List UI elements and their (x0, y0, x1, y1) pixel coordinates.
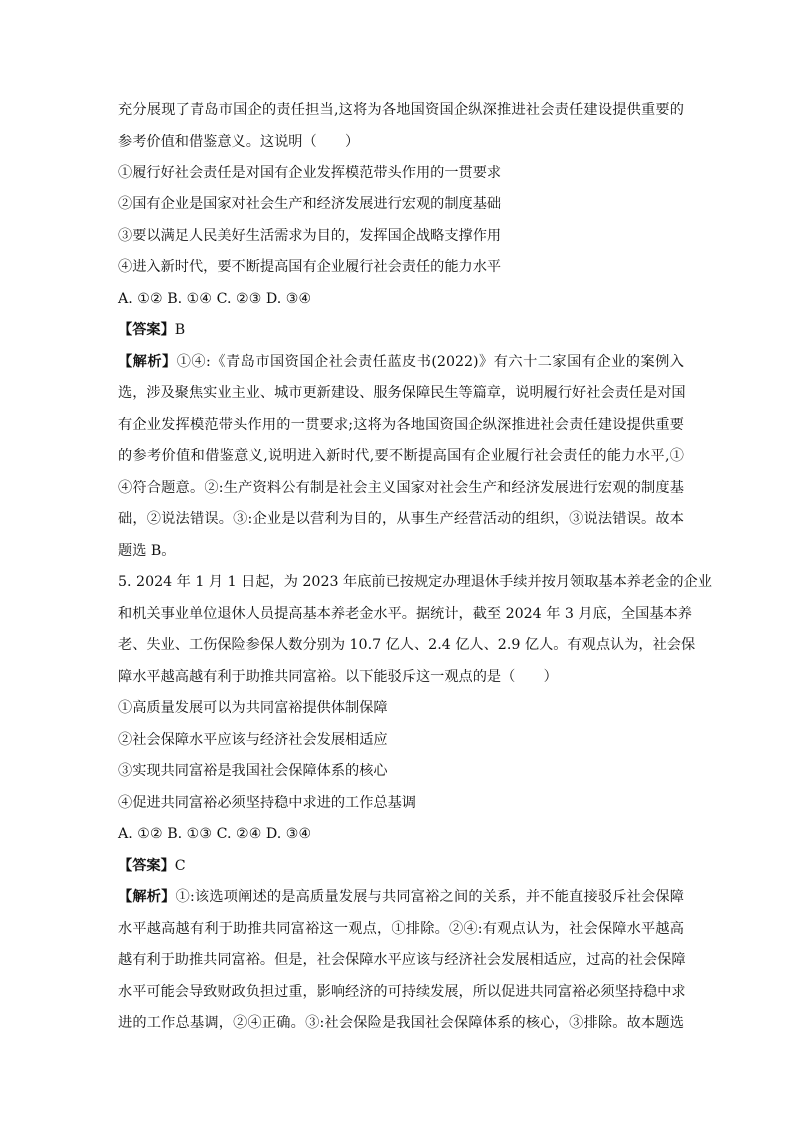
q5-choices: A. ①② B. ①③ C. ②④ D. ③④ (118, 826, 312, 842)
q4-analysis-line-4: 的参考价值和借鉴意义,说明进入新时代,要不断提高国有企业履行社会责任的能力水平,① (118, 448, 684, 464)
q4-analysis-line-7: 题选 B。 (118, 543, 176, 559)
q5-option-1: ①高质量发展可以为共同富裕提供体制保障 (118, 700, 388, 716)
q5-analysis-text-1: ①:该选项阐述的是高质量发展与共同富裕之间的关系，并不能直接驳斥社会保障 (175, 889, 684, 905)
q4-stem-line-1: 充分展现了青岛市国企的责任担当,这将为各地国资国企纵深推进社会责任建设提供重要的 (118, 102, 684, 118)
q5-answer (118, 856, 186, 876)
q4-analysis-line-2: 选，涉及聚焦实业主业、城市更新建设、服务保障民生等篇章，说明履行好社会责任是对国 (118, 385, 686, 401)
q4-analysis-text-1: ①④:《青岛市国资国企社会责任蓝皮书(2022)》有六十二家国有企业的案例入 (176, 354, 684, 370)
q4-answer (118, 320, 185, 340)
q5-analysis-line-3: 越有利于助推共同富裕。但是，社会保障水平应该与经济社会发展相适应，过高的社会保障 (118, 952, 686, 968)
q5-answer-label: 【答案】 (118, 858, 175, 874)
q4-choices: A. ①② B. ①④ C. ②③ D. ③④ (118, 291, 312, 307)
q5-option-4: ④促进共同富裕必须坚持稳中求进的工作总基调 (118, 795, 416, 811)
q4-answer-value: B (174, 322, 186, 338)
q4-analysis-line-5: ④符合题意。②:生产资料公有制是社会主义国家对社会生产和经济发展进行宏观的制度基 (118, 480, 684, 496)
q4-answer-label: 【答案】 (118, 322, 175, 338)
q5-option-3: ③实现共同富裕是我国社会保障体系的核心 (118, 763, 388, 779)
q4-option-4: ④进入新时代，要不断提高国有企业履行社会责任的能力水平 (118, 259, 502, 275)
q4-analysis-line-3: 有企业发挥模范带头作用的一贯要求;这将为各地国资国企纵深推进社会责任建设提供重要 (118, 417, 684, 433)
q4-stem-line-2: 参考价值和借鉴意义。这说明（ ） (118, 134, 360, 150)
q5-stem-line-1: 5. 2024 年 1 月 1 日起，为 2023 年底前已按规定办理退休手续并按月领取基本养老金的企业 (118, 574, 712, 590)
q5-stem-line-4: 障水平越高越有利于助推共同富裕。以下能驳斥这一观点的是（ ） (118, 669, 558, 685)
q5-analysis-line-1 (118, 887, 684, 907)
q5-answer-value: C (174, 858, 186, 874)
q4-option-1: ①履行好社会责任是对国有企业发挥模范带头作用的一贯要求 (118, 165, 502, 181)
q5-analysis-line-2: 水平越高越有利于助推共同富裕这一观点，①排除。②④:有观点认为，社会保障水平越高 (118, 921, 684, 937)
q4-analysis-label: 【解析】 (118, 354, 177, 370)
q5-stem-line-2: 和机关事业单位退休人员提高基本养老金水平。据统计，截至 2024 年 3 月底，全国基本养 (118, 606, 692, 622)
q4-option-2: ②国有企业是国家对社会生产和经济发展进行宏观的制度基础 (118, 196, 502, 212)
q4-option-3: ③要以满足人民美好生活需求为目的，发挥国企战略支撑作用 (118, 228, 502, 244)
q5-analysis-label: 【解析】 (118, 889, 176, 905)
q5-stem-line-3: 老、失业、工伤保险参保人数分别为 10.7 亿人、2.4 亿人、2.9 亿人。有观点认为，社会保 (118, 637, 696, 653)
q5-analysis-line-5: 进的工作总基调，②④正确。③:社会保险是我国社会保障体系的核心，③排除。故本题选 (118, 1015, 684, 1031)
q5-analysis-line-4: 水平可能会导致财政负担过重，影响经济的可持续发展，所以促进共同富裕必须坚持稳中求 (118, 984, 686, 1000)
q4-analysis-line-6: 础，②说法错误。③:企业是以营利为目的，从事生产经营活动的组织，③说法错误。故本 (118, 511, 684, 527)
q4-analysis-line-1 (118, 352, 684, 372)
q5-option-2: ②社会保障水平应该与经济社会发展相适应 (118, 732, 388, 748)
